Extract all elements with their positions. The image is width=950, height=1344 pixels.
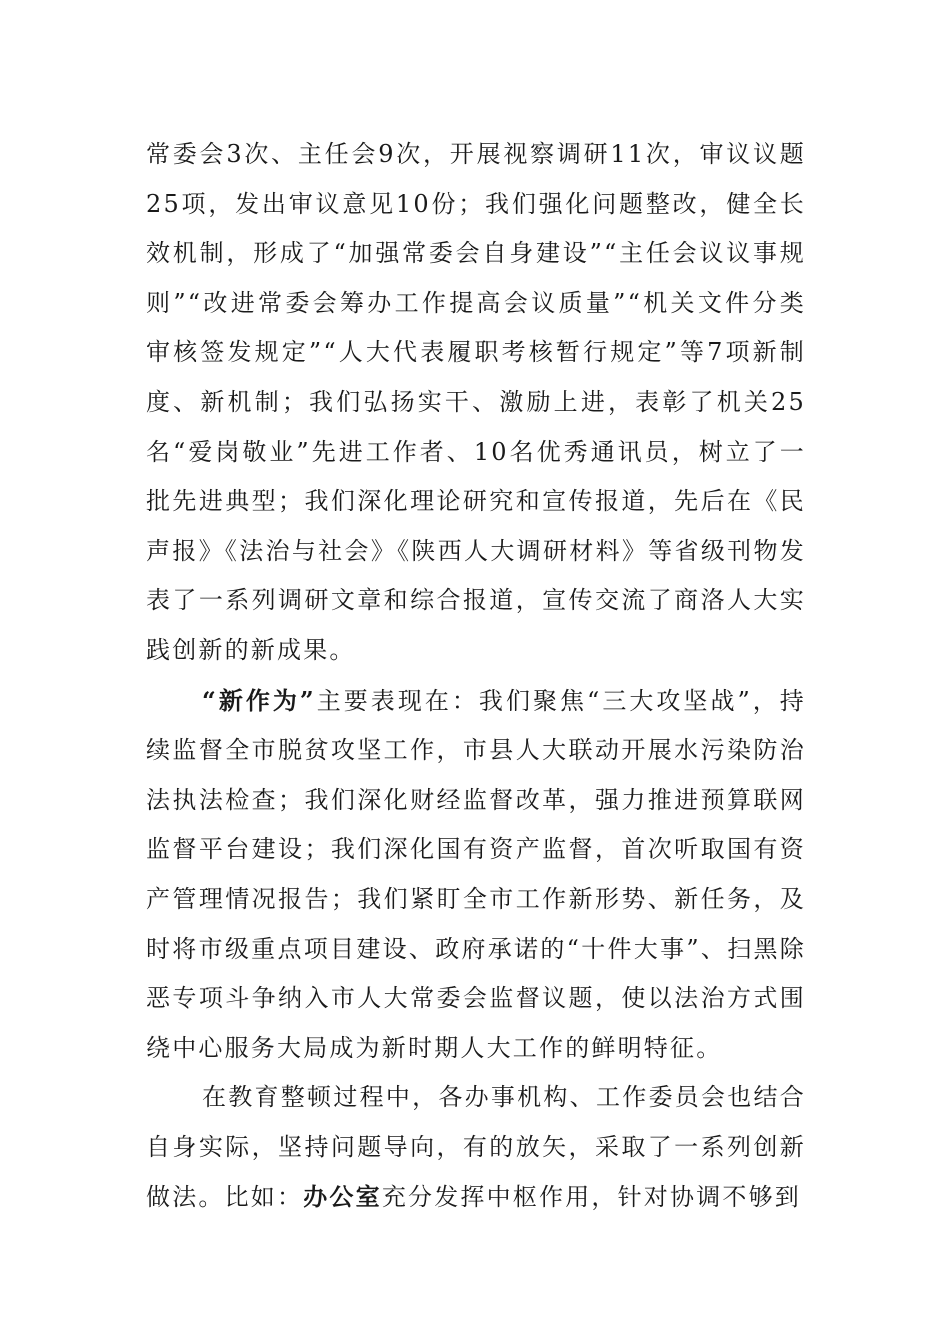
bold-heading-new-action: “新作为” <box>202 685 316 715</box>
paragraph-text: 充分发挥中枢作用，针对协调不够到 <box>381 1183 802 1212</box>
bold-term-office: 办公室 <box>303 1182 382 1212</box>
paragraph-text: 在教育整顿过程中，各办事机构、工作委员会也结合自身实际，坚持问题导向，有的放矢，采取了一系列创新做法。比如： <box>146 1083 806 1212</box>
document-body <box>146 130 806 1223</box>
paragraph-text: 主要表现在：我们聚焦“三大攻坚战”，持续监督全市脱贫攻坚工作，市县人大联动开展水污染防治法执法检查；我们深化财经监督改革，强力推进预算联网监督平台建设；我们深化国有资产监督，首次听取国有资产管理情况报告；我们紧盯全市工作新形势、新任务，及时将市级重点项目建设、政府承诺的“十件大事”、扫黑除恶专项斗争纳入市人大常委会监督议题，使以法治方式围绕中心服务大局成为新时期人大工作的鲜明特征。 <box>146 686 806 1062</box>
paragraph-work-summary <box>146 130 806 676</box>
paragraph-text: 常委会3次、主任会9次，开展视察调研11次，审议议题25项，发出审议意见10份；我们强化问题整改，健全长效机制，形成了“加强常委会自身建设”“主任会议议事规则”“改进常委会筹办工作提高会议质量”“机关文件分类审核签发规定”“人大代表履职考核暂行规定”等7项新制度、新机制；我们弘扬实干、激励上进，表彰了机关25名“爱岗敬业”先进工作者、10名优秀通讯员，树立了一批先进典型；我们深化理论研究和宣传报道，先后在《民声报》《法治与社会》《陕西人大调研材料》等省级刊物发表了一系列调研文章和综合报道，宣传交流了商洛人大实践创新的新成果。 <box>146 140 806 664</box>
paragraph-rectification-process <box>146 1073 806 1223</box>
paragraph-new-achievements <box>146 676 806 1074</box>
